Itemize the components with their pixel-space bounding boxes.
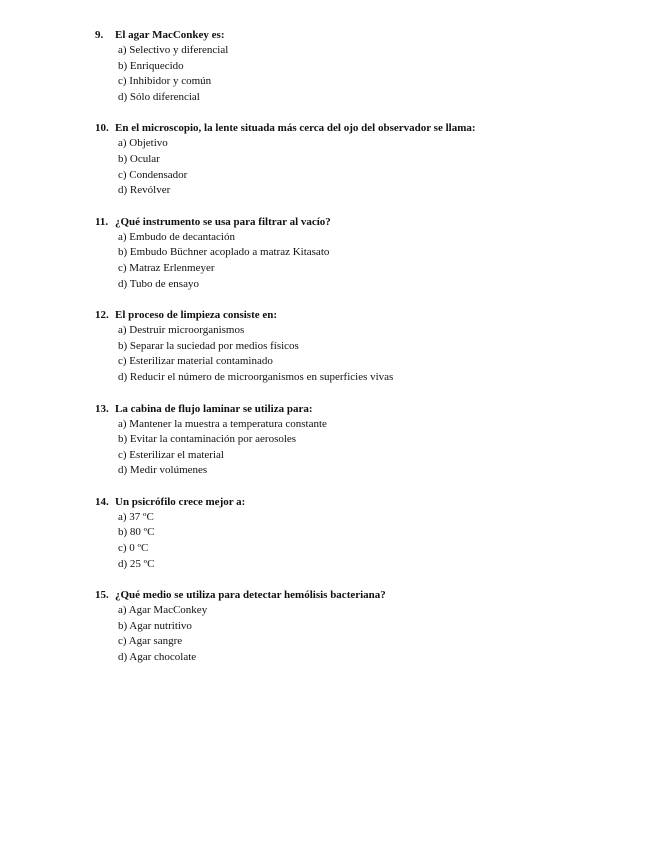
question-number: 11.	[95, 215, 109, 228]
option-list	[118, 136, 635, 198]
question-text: En el microscopio, la lente situada más cerca del ojo del observador se llama:	[115, 122, 476, 135]
option-a: a) Objetivo	[118, 137, 168, 150]
option-c: c) Esterilizar material contaminado	[118, 355, 273, 368]
option-a: a) 37 ºC	[118, 510, 154, 523]
option-b: b) Embudo Büchner acoplado a matraz Kitasato	[118, 246, 330, 259]
option-d: d) Medir volúmenes	[118, 464, 208, 477]
option-d: d) Agar chocolate	[118, 651, 197, 664]
option-a: a) Destruir microorganismos	[118, 324, 245, 337]
question-text: El proceso de limpieza consiste en:	[115, 309, 278, 322]
option-b: b) 80 ºC	[118, 526, 155, 539]
question-number: 15.	[95, 589, 109, 602]
option-c: c) Esterilizar el material	[118, 448, 224, 461]
question-title	[95, 495, 635, 510]
option-c: c) Condensador	[118, 168, 188, 181]
option-a: a) Selectivo y diferencial	[118, 44, 229, 56]
option-d: d) 25 ºC	[118, 557, 155, 570]
option-list	[118, 323, 635, 385]
question-title	[95, 28, 635, 43]
option-d: d) Tubo de ensayo	[118, 277, 199, 290]
question-title	[95, 308, 635, 323]
question-number: 10.	[95, 122, 109, 135]
option-list	[118, 510, 635, 572]
option-list	[118, 230, 635, 292]
option-b: b) Evitar la contaminación por aerosoles	[118, 433, 297, 446]
question-number: 13.	[95, 402, 109, 415]
option-c: c) Agar sangre	[118, 635, 183, 648]
question-15	[95, 588, 635, 665]
question-text: Un psicrófilo crece mejor a:	[115, 495, 246, 508]
option-b: b) Enriquecido	[118, 59, 184, 72]
question-9	[95, 28, 635, 105]
option-c: c) Inhibidor y común	[118, 75, 212, 88]
option-d: d) Reducir el número de microorganismos en superficies vivas	[118, 370, 394, 383]
question-12	[95, 308, 635, 385]
question-text: ¿Qué medio se utiliza para detectar hemólisis bacteriana?	[115, 589, 386, 602]
option-list	[118, 43, 635, 105]
option-a: a) Agar MacConkey	[118, 604, 208, 617]
question-text: El agar MacConkey es:	[115, 29, 225, 41]
question-11	[95, 215, 635, 292]
question-number: 12.	[95, 309, 109, 322]
question-number: 14.	[95, 495, 109, 508]
option-list	[118, 417, 635, 479]
question-title	[95, 402, 635, 417]
option-b: b) Separar la suciedad por medios físicos	[118, 339, 299, 352]
option-d: d) Sólo diferencial	[118, 90, 200, 103]
question-title	[95, 215, 635, 230]
option-b: b) Agar nutritivo	[118, 619, 192, 632]
option-list	[118, 603, 635, 665]
option-c: c) Matraz Erlenmeyer	[118, 261, 215, 274]
option-d: d) Revólver	[118, 184, 171, 197]
option-a: a) Mantener la muestra a temperatura constante	[118, 417, 327, 430]
question-title	[95, 588, 635, 603]
question-list	[95, 28, 635, 682]
question-14	[95, 495, 635, 572]
question-number: 9.	[95, 29, 104, 41]
option-b: b) Ocular	[118, 152, 160, 165]
option-c: c) 0 ºC	[118, 542, 149, 555]
question-13	[95, 402, 635, 479]
option-a: a) Embudo de decantación	[118, 230, 235, 243]
question-text: ¿Qué instrumento se usa para filtrar al vacío?	[115, 215, 331, 228]
question-text: La cabina de flujo laminar se utiliza para:	[115, 402, 313, 415]
question-10	[95, 121, 635, 198]
question-title	[95, 121, 635, 136]
